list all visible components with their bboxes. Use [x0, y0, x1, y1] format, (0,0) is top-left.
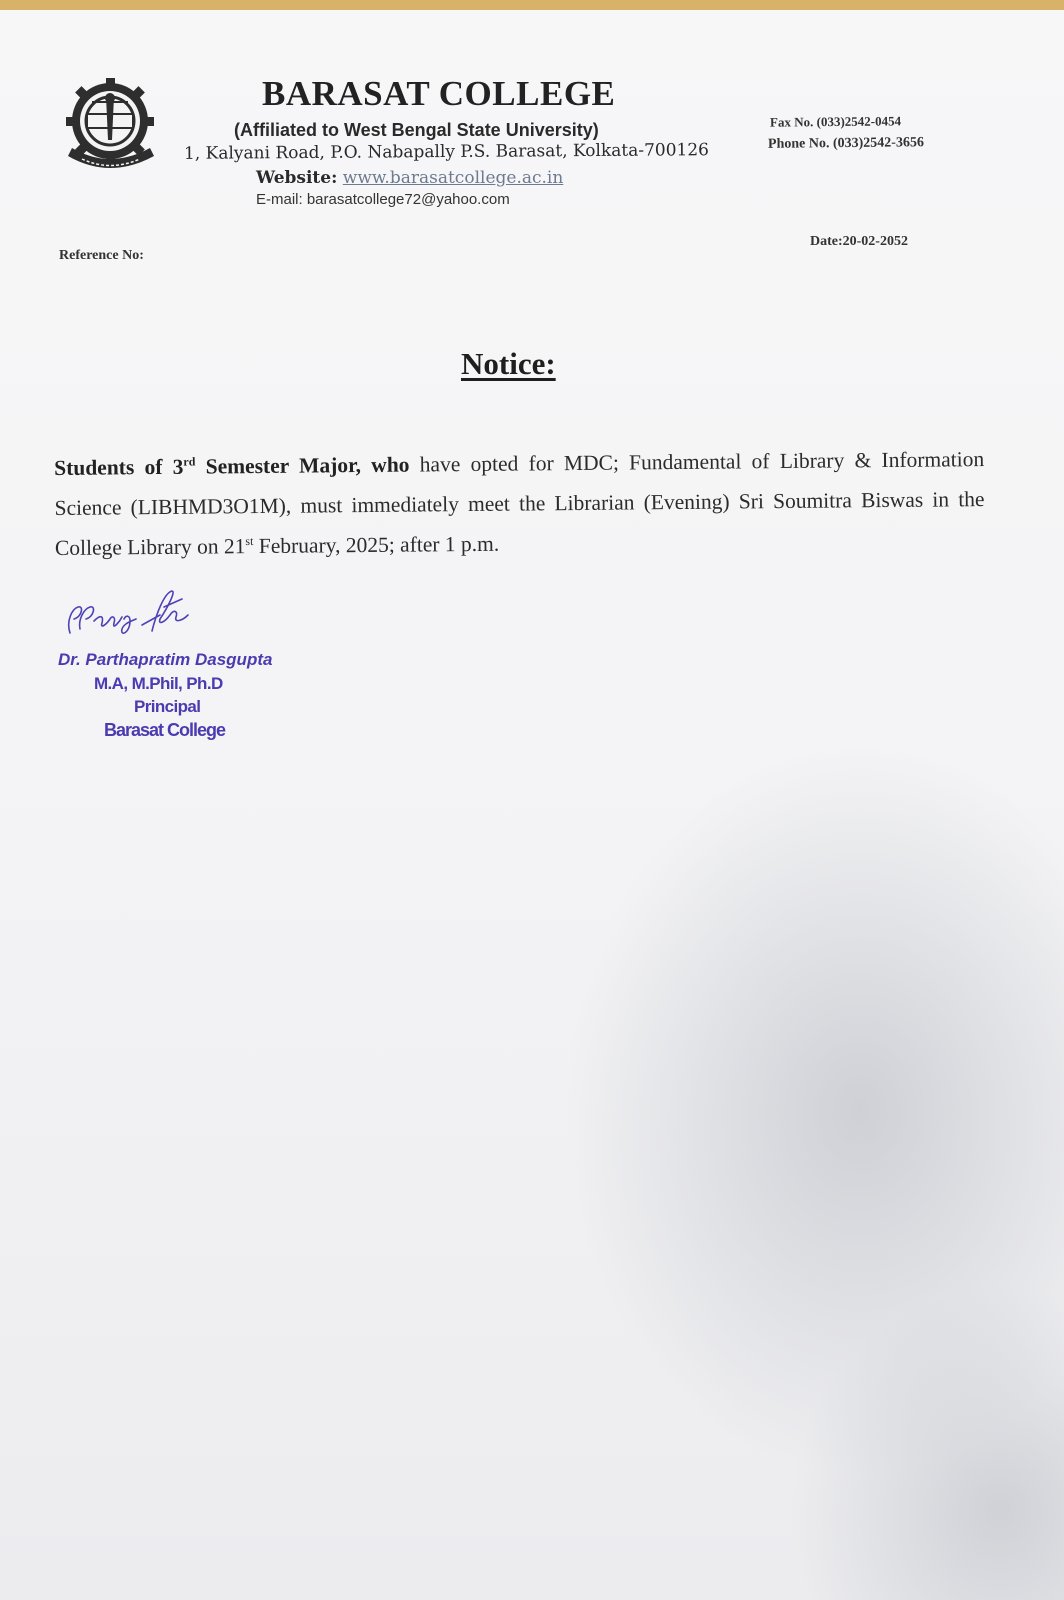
website-row — [256, 168, 563, 188]
signatory-designation: Principal — [134, 697, 201, 716]
body-part-1: have opted for MDC; Fundamental of Library & Information Science (LIBHMD3O1M), must immediately meet the Librarian (Evening) Sri Soumitra Biswas in the College Library on 21 — [54, 447, 985, 560]
website-label: Website: — [256, 168, 338, 188]
notice-lead — [54, 453, 410, 480]
lead-part-2: Semester Major, who — [195, 452, 410, 479]
signatory-institution: Barasat College — [104, 720, 226, 740]
ordinal-suffix: st — [245, 533, 254, 549]
website-link[interactable]: www.barasatcollege.ac.in — [342, 168, 564, 188]
email-line: E-mail: barasatcollege72@yahoo.com — [256, 191, 510, 208]
notice-title: Notice: — [461, 346, 556, 381]
notice-page — [0, 10, 1064, 1600]
affiliation-line: (Affiliated to West Bengal State University) — [234, 120, 599, 140]
notice-date: Date:20-02-2052 — [810, 234, 908, 249]
college-name: BARASAT COLLEGE — [262, 74, 616, 113]
phone-number: Phone No. (033)2542-3656 — [767, 135, 925, 152]
fax-number: Fax No. (033)2542-0454 — [769, 113, 902, 130]
signatory-name: Dr. Parthapratim Dasgupta — [58, 650, 273, 669]
ordinal-suffix: rd — [183, 454, 196, 469]
body-part-2: February, 2025; after 1 p.m. — [253, 531, 500, 559]
reference-number: Reference No: — [59, 248, 144, 263]
address-line: 1, Kalyani Road, P.O. Nabapally P.S. Barasat, Kolkata-700126 — [183, 140, 710, 164]
college-emblem-icon — [62, 76, 162, 176]
lead-part-1: Students of 3 — [54, 454, 184, 480]
handwritten-signature — [60, 585, 200, 645]
signatory-degrees: M.A, M.Phil, Ph.D — [94, 674, 223, 693]
notice-body — [54, 439, 985, 568]
